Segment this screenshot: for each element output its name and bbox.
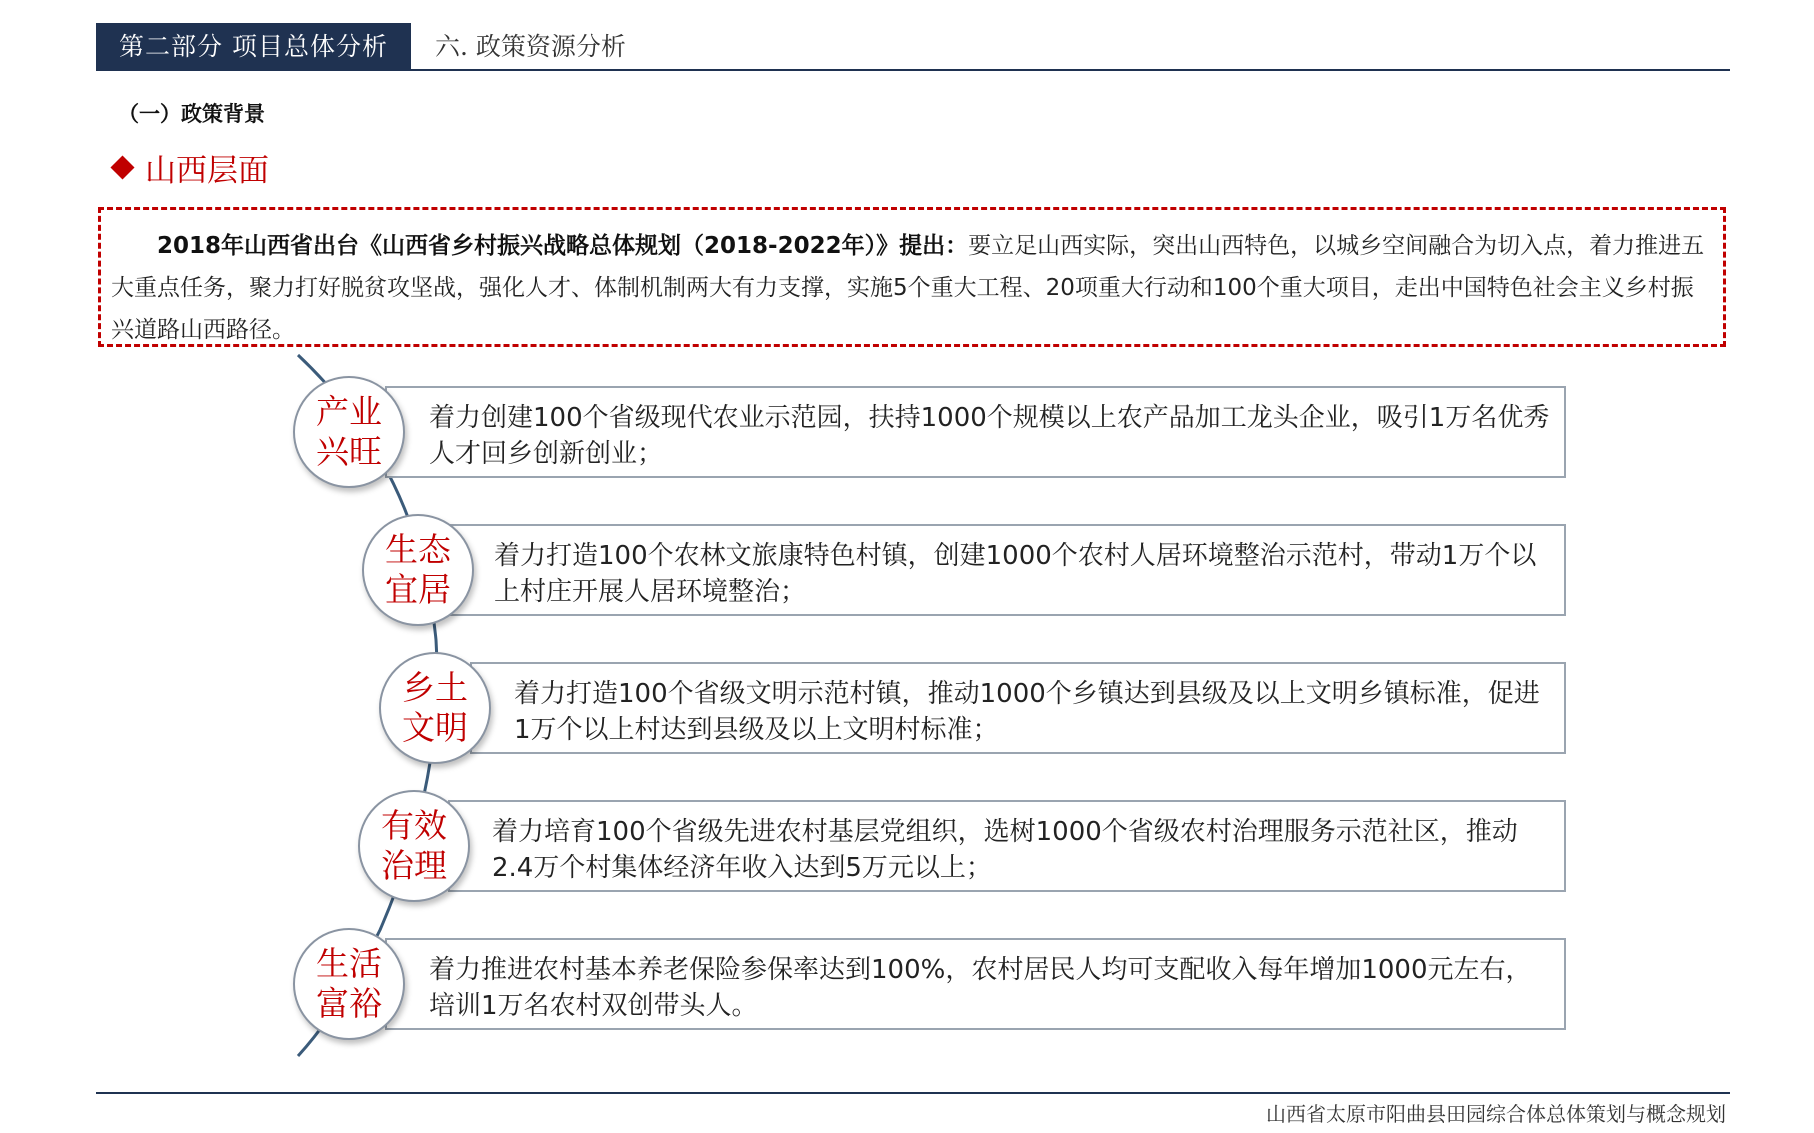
plan-summary-body: 要立足山西实际，突出山西特色，以城乡空间融合为切入点，着力推进五大重点任务，聚力打好脱贫攻坚战，强化人才、体制机制两大有力支撑，实施5个重大工程、20项重大行动和100个重大项目，走出中国特色社会主义乡村振兴道路山西路径。 <box>111 233 1705 343</box>
goal-card-governance <box>448 800 1566 892</box>
diamond-bullet-icon <box>110 155 134 179</box>
goal-badge-label: 生活富裕 <box>316 944 382 1023</box>
goal-card-ecology <box>450 524 1566 616</box>
goal-card-prosperity <box>385 938 1566 1030</box>
section-badge: 第二部分 项目总体分析 <box>96 23 411 70</box>
goal-card-industry <box>385 386 1566 478</box>
goal-card-text: 着力创建100个省级现代农业示范园，扶持1000个规模以上农产品加工龙头企业，吸引1万名优秀人才回乡创新创业； <box>429 403 1550 469</box>
goal-badge-ecology <box>362 514 474 626</box>
footer-project-title: 山西省太原市阳曲县田园综合体总体策划与概念规划 <box>1266 1102 1726 1126</box>
goal-badge-governance <box>358 790 470 902</box>
level-title-text: 山西层面 <box>145 153 269 189</box>
goal-card-text: 着力打造100个农林文旅康特色村镇，创建1000个农村人居环境整治示范村，带动1万个以上村庄开展人居环境整治； <box>494 541 1537 607</box>
goal-card-text: 着力推进农村基本养老保险参保率达到100%，农村居民人均可支配收入每年增加1000元左右，培训1万名农村双创带头人。 <box>429 955 1532 1021</box>
plan-summary-box <box>98 207 1726 347</box>
goal-badge-label: 乡土文明 <box>402 668 468 747</box>
goal-badge-industry <box>293 376 405 488</box>
goal-card-text: 着力培育100个省级先进农村基层党组织，选树1000个省级农村治理服务示范社区，推动2.4万个村集体经济年收入达到5万元以上； <box>492 817 1518 883</box>
goal-badge-prosperity <box>293 928 405 1040</box>
header-divider <box>96 69 1730 71</box>
goal-badge-label: 产业兴旺 <box>316 392 382 471</box>
plan-summary-lead: 2018年山西省出台《山西省乡村振兴战略总体规划（2018-2022年）》提出： <box>157 233 969 259</box>
section-subtitle: 六. 政策资源分析 <box>435 32 626 61</box>
goal-card-text: 着力打造100个省级文明示范村镇，推动1000个乡镇达到县级及以上文明乡镇标准，促进1万个以上村达到县级及以上文明村标准； <box>514 679 1540 745</box>
goal-badge-label: 有效治理 <box>381 806 447 885</box>
policy-background-heading: （一）政策背景 <box>118 102 265 126</box>
footer-divider <box>96 1092 1730 1094</box>
goal-card-civilization <box>470 662 1566 754</box>
goal-badge-civilization <box>379 652 491 764</box>
goal-badge-label: 生态宜居 <box>385 530 451 609</box>
shanxi-level-title <box>110 145 269 190</box>
